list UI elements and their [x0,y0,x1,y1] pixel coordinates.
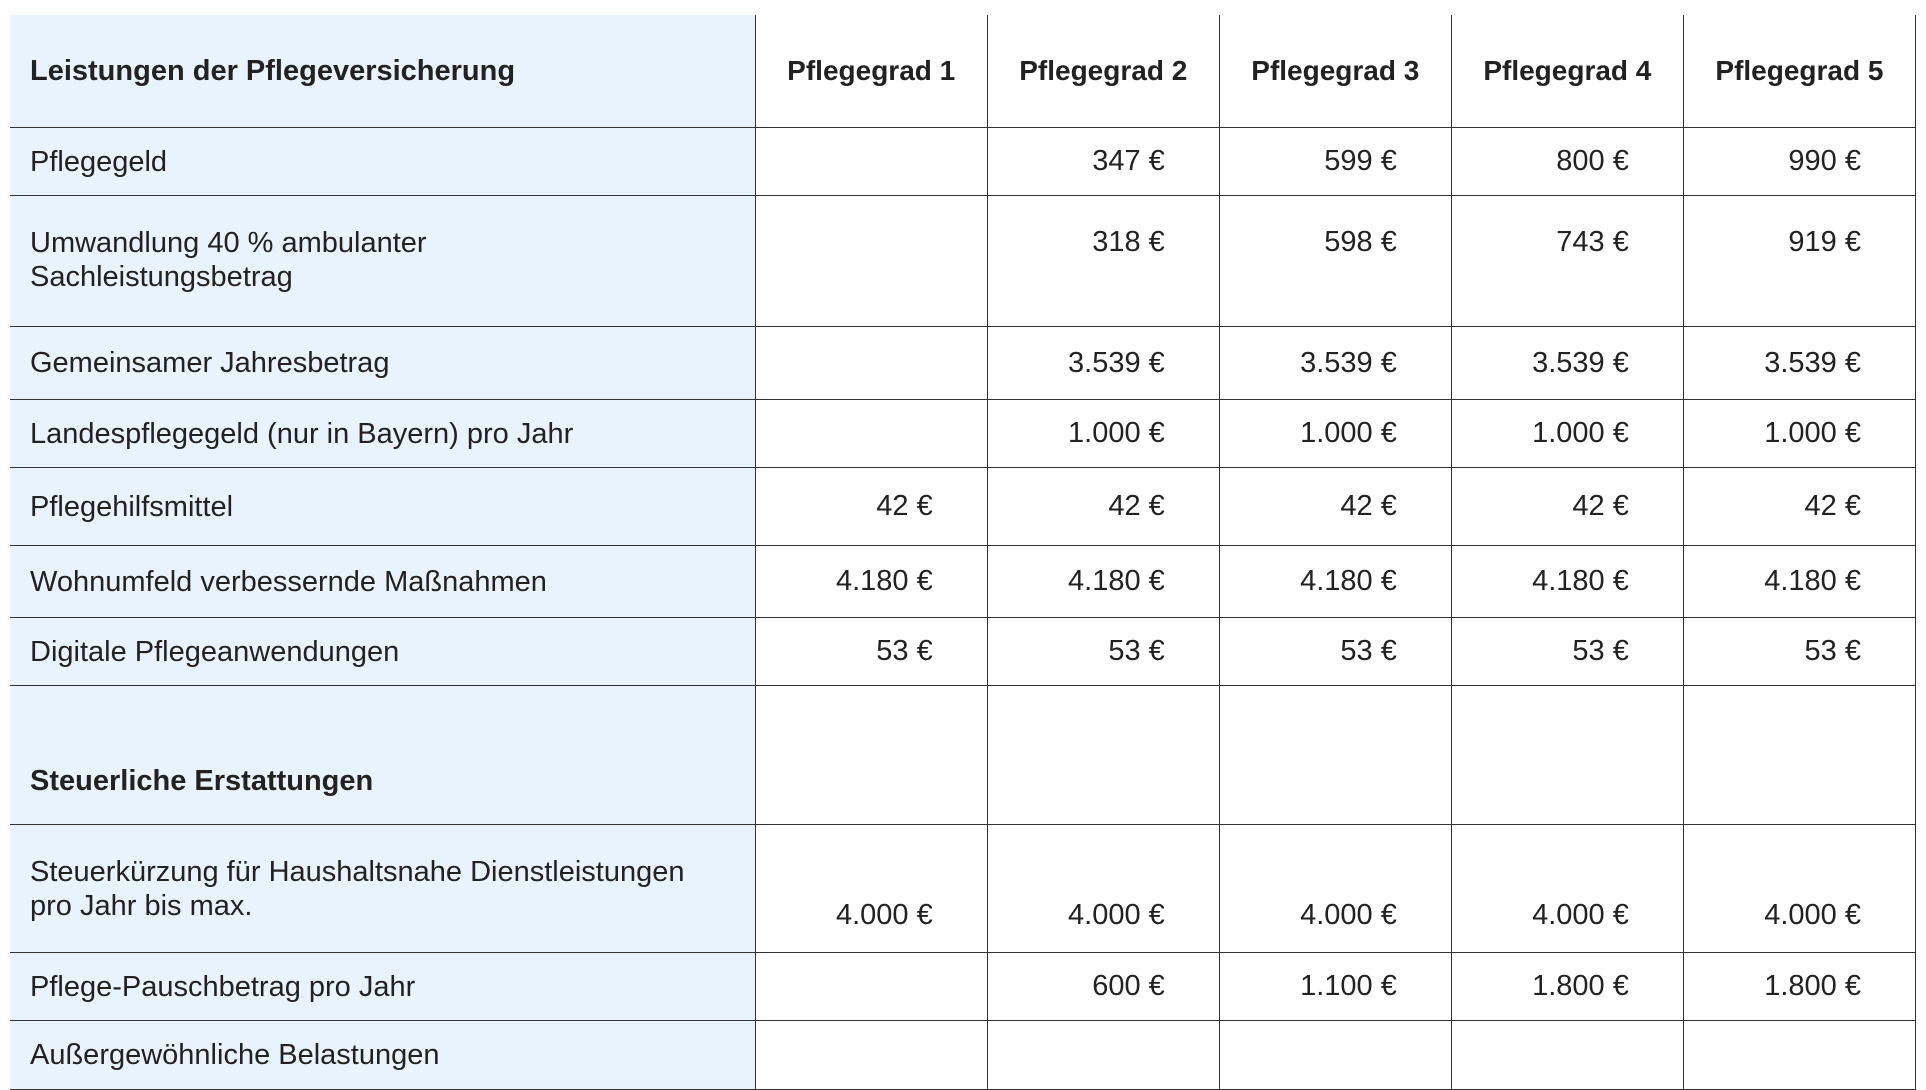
table-cell: 4.180 € [755,546,987,618]
table-cell: 53 € [1451,618,1683,686]
table-row-digitale-pflegeanwendungen [10,618,1916,686]
table-cell: 347 € [987,128,1219,196]
table-cell [987,1021,1219,1090]
benefits-table-container [10,15,1916,1090]
table-cell: 53 € [1219,618,1451,686]
table-cell: 1.000 € [987,400,1219,468]
table-cell: 4.000 € [987,825,1219,953]
column-header-pflegegrad-4: Pflegegrad 4 [1451,15,1683,128]
table-cell [1451,686,1683,825]
column-header-pflegegrad-5: Pflegegrad 5 [1683,15,1915,128]
column-header-pflegegrad-2: Pflegegrad 2 [987,15,1219,128]
table-cell [755,686,987,825]
table-cell [1219,686,1451,825]
table-cell [1683,1021,1915,1090]
table-cell: 42 € [1219,468,1451,546]
row-label [10,196,755,327]
table-cell: 3.539 € [987,327,1219,400]
table-cell: 53 € [987,618,1219,686]
table-cell: 3.539 € [1219,327,1451,400]
table-row-aussergewoehnliche-belastungen [10,1021,1916,1090]
table-cell: 42 € [1451,468,1683,546]
table-row-jahresbetrag [10,327,1916,400]
table-cell: 318 € [987,196,1219,327]
table-cell: 1.800 € [1683,953,1915,1021]
row-label-line-2: Sachleistungsbetrag [30,261,293,293]
table-cell [755,327,987,400]
table-cell: 919 € [1683,196,1915,327]
table-cell: 599 € [1219,128,1451,196]
table-cell: 53 € [755,618,987,686]
table-cell: 1.800 € [1451,953,1683,1021]
table-row-pflege-pauschbetrag [10,953,1916,1021]
table-cell: 990 € [1683,128,1915,196]
table-cell: 1.000 € [1451,400,1683,468]
table-cell: 598 € [1219,196,1451,327]
table-cell [1219,1021,1451,1090]
table-cell: 4.000 € [1683,825,1915,953]
row-label: Außergewöhnliche Belastungen [10,1021,755,1090]
table-cell: 1.100 € [1219,953,1451,1021]
table-cell: 743 € [1451,196,1683,327]
row-label-line-1: Steuerkürzung für Haushaltsnahe Dienstleistungen [30,855,685,888]
row-label [10,825,755,953]
table-cell: 4.000 € [1451,825,1683,953]
table-header-row [10,15,1916,128]
table-cell [1683,686,1915,825]
table-cell: 4.180 € [1451,546,1683,618]
row-label: Gemeinsamer Jahresbetrag [10,327,755,400]
row-label-line-2: pro Jahr bis max. [30,889,253,922]
table-cell: 4.000 € [1219,825,1451,953]
table-cell: 3.539 € [1451,327,1683,400]
row-label: Pflegegeld [10,128,755,196]
table-cell: 42 € [1683,468,1915,546]
row-label: Digitale Pflegeanwendungen [10,618,755,686]
table-cell: 42 € [987,468,1219,546]
table-row-wohnumfeld [10,546,1916,618]
table-row-landespflegegeld [10,400,1916,468]
table-title: Leistungen der Pflegeversicherung [10,15,755,128]
table-cell: 4.180 € [1683,546,1915,618]
column-header-pflegegrad-1: Pflegegrad 1 [755,15,987,128]
table-cell: 3.539 € [1683,327,1915,400]
table-cell: 53 € [1683,618,1915,686]
table-cell: 4.180 € [987,546,1219,618]
table-row-pflegegeld [10,128,1916,196]
table-cell [755,1021,987,1090]
table-cell: 42 € [755,468,987,546]
column-header-pflegegrad-3: Pflegegrad 3 [1219,15,1451,128]
row-label: Pflegehilfsmittel [10,468,755,546]
table-cell: 4.000 € [755,825,987,953]
table-cell [1451,1021,1683,1090]
row-label-line-1: Umwandlung 40 % ambulanter [30,227,427,259]
table-cell [755,400,987,468]
table-row-umwandlung [10,196,1916,327]
table-cell [755,953,987,1021]
table-row-steuerkuerzung [10,825,1916,953]
table-cell: 600 € [987,953,1219,1021]
table-cell: 1.000 € [1683,400,1915,468]
table-cell [755,196,987,327]
row-label: Landespflegegeld (nur in Bayern) pro Jahr [10,400,755,468]
table-section-header-steuerliche-erstattungen [10,686,1916,825]
table-cell: 800 € [1451,128,1683,196]
table-cell [987,686,1219,825]
table-cell [755,128,987,196]
section-title: Steuerliche Erstattungen [10,686,755,825]
benefits-table [10,15,1916,1090]
table-cell: 4.180 € [1219,546,1451,618]
row-label: Pflege-Pauschbetrag pro Jahr [10,953,755,1021]
table-cell: 1.000 € [1219,400,1451,468]
row-label: Wohnumfeld verbessernde Maßnahmen [10,546,755,618]
table-row-pflegehilfsmittel [10,468,1916,546]
